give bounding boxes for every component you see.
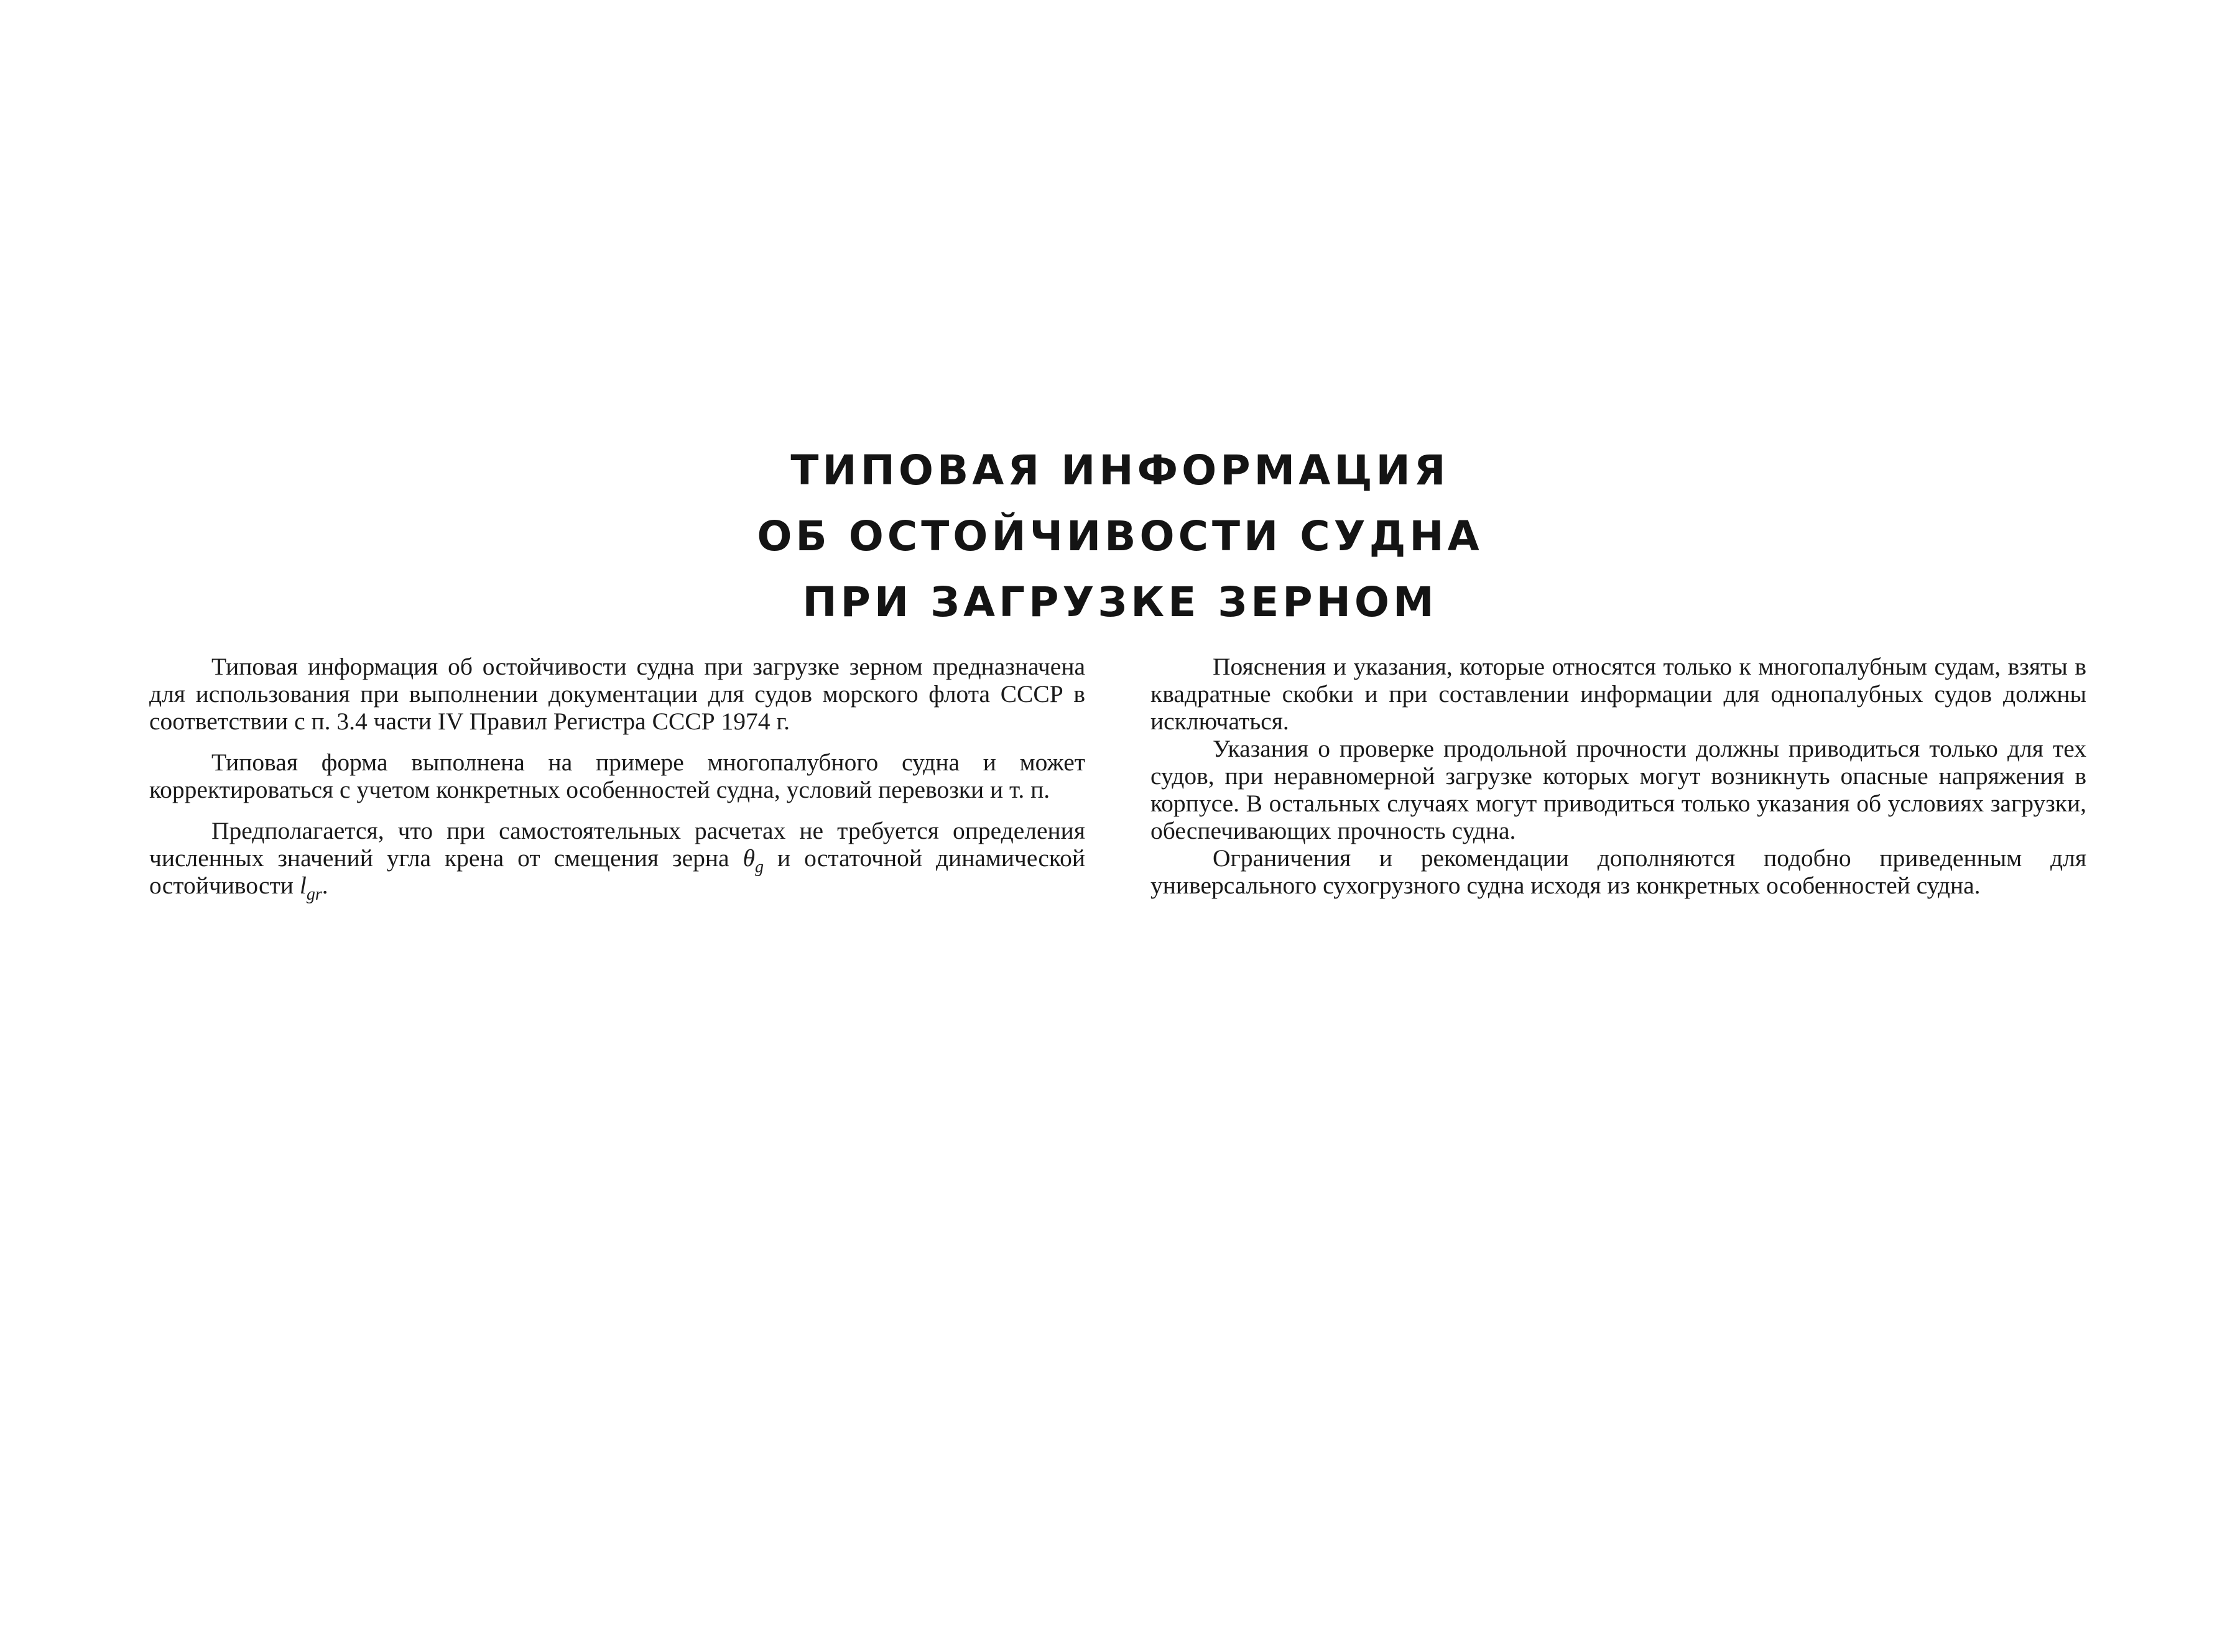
right-column bbox=[1150, 653, 2086, 899]
right-paragraph-1: Пояснения и указания, которые относятся только к многопалубным судам, взяты в квадратные скобки и при составлении информации для однопалубных судов должны исключаться. bbox=[1150, 653, 2086, 735]
title-line-2: ОБ ОСТОЙЧИВОСТИ СУДНА bbox=[757, 512, 1483, 561]
theta-symbol: θ bbox=[743, 844, 755, 872]
left-column bbox=[149, 653, 1085, 913]
document-title bbox=[0, 438, 2240, 635]
l-symbol: l bbox=[299, 872, 307, 899]
left-paragraph-3-mid: и остаточной динамической остойчивости bbox=[149, 844, 1085, 899]
left-paragraph-3-end: . bbox=[322, 872, 328, 899]
right-paragraph-2: Указания о проверке продольной прочности должны приводиться только для тех судов, при неравномерной загрузке которых могут возникнуть опасные напряжения в корпусе. В остальных случаях могут приводиться только указания об условиях загрузки, обеспечивающих прочность судна. bbox=[1150, 735, 2086, 844]
theta-subscript: g bbox=[754, 857, 764, 877]
l-subscript: gr bbox=[306, 885, 322, 904]
left-paragraph-3-text: Предполагается, что при самостоятельных расчетах не требуется определения численных значений угла крена от смещения зерна bbox=[149, 817, 1085, 872]
right-paragraph-3: Ограничения и рекомендации дополняются подобно приведенным для универсального сухогрузного судна исходя из конкретных особенностей судна. bbox=[1150, 844, 2086, 899]
left-paragraph-3 bbox=[149, 817, 1085, 904]
left-paragraph-1: Типовая информация об остойчивости судна при загрузке зерном предназначена для использования при выполнении документации для судов морского флота СССР в соответствии с п. 3.4 части IV Правил Регистра СССР 1974 г. bbox=[149, 653, 1085, 735]
left-paragraph-2: Типовая форма выполнена на примере многопалубного судна и может корректироваться с учетом конкретных особенностей судна, условий перевозки и т. п. bbox=[149, 749, 1085, 803]
title-line-1: ТИПОВАЯ ИНФОРМАЦИЯ bbox=[790, 446, 1450, 495]
title-line-3: ПРИ ЗАГРУЗКЕ ЗЕРНОМ bbox=[802, 578, 1438, 627]
